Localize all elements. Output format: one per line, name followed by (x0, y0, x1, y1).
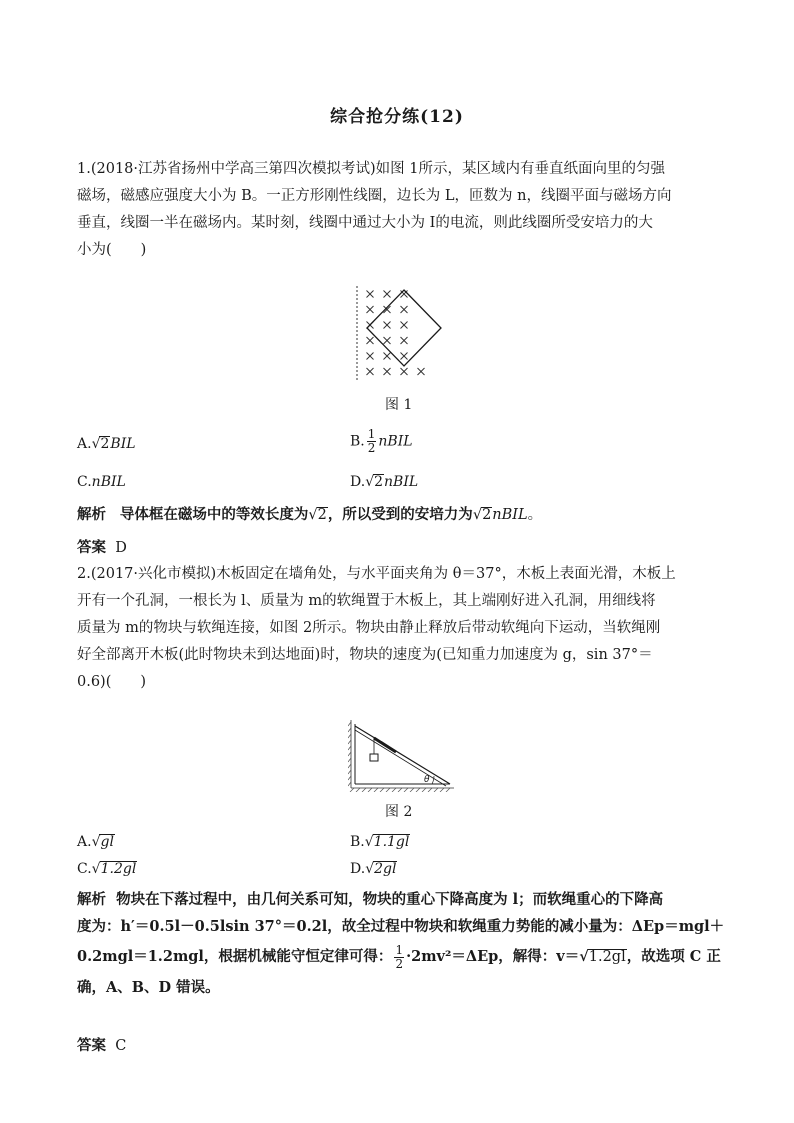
floor-hatch (404, 788, 408, 792)
floor-hatch (410, 788, 414, 792)
q2-option-c: C.√1.2gl (77, 861, 137, 877)
q1-option-d: D.√2nBIL (350, 474, 419, 490)
floor-hatch (368, 788, 372, 792)
floor-hatch (380, 788, 384, 792)
q2-analysis-line: 度为：h′＝0.5l－0.5lsin 37°＝0.2l，故全过程中物块和软绳重力势能的减小量为：ΔEp＝mgl＋ (77, 918, 725, 935)
floor-hatch (362, 788, 366, 792)
q2-line: 好全部离开木板(此时物块未到达地面)时，物块的速度为(已知重力加速度为 g，sin 37°＝ (77, 647, 653, 663)
wall-hatch (348, 758, 351, 762)
floor-hatch (416, 788, 420, 792)
wall-hatch (348, 752, 351, 756)
q2-line: 质量为 m的物块与软绳连接，如图 2所示。物块由静止释放后带动软绳向下运动，当软绳刚 (77, 620, 661, 636)
floor-hatch (446, 788, 450, 792)
q2-line: 2.(2017·兴化市模拟)木板固定在墙角处，与水平面夹角为 θ＝37°，木板上表面光滑，木板上 (77, 566, 676, 582)
wall-hatch (348, 764, 351, 768)
wall-hatch (348, 734, 351, 738)
wall-hatch (348, 722, 351, 726)
q1-answer: 答案 D (77, 539, 127, 556)
question-2-text (77, 561, 727, 696)
wall-hatch (348, 746, 351, 750)
q2-line: 0.6)( ) (77, 674, 147, 690)
wall-hatch (348, 782, 351, 786)
q1-option-a: A.√2BIL (77, 436, 136, 452)
figure-1-magnetic-field (350, 284, 450, 384)
floor-hatch (428, 788, 432, 792)
floor-hatch (434, 788, 438, 792)
floor-hatch (398, 788, 402, 792)
figure-2-caption: 图 2 (385, 804, 413, 820)
q2-option-a: A.√gl (77, 834, 114, 850)
q2-analysis-line: 解析 物块在下落过程中，由几何关系可知，物块的重心下降高度为 l；而软绳重心的下降高 (77, 891, 664, 908)
page-title: 综合抢分练(12) (330, 107, 464, 127)
question-1-text (77, 156, 727, 264)
floor-hatch (386, 788, 390, 792)
wall-hatch (348, 728, 351, 732)
floor-hatch (392, 788, 396, 792)
q2-answer: 答案 C (77, 1037, 127, 1054)
q2-analysis (77, 886, 727, 1001)
q1-analysis: 解析 导体框在磁场中的等效长度为√2，所以受到的安培力为√2nBIL。 (77, 506, 543, 523)
floor-hatch (440, 788, 444, 792)
wall-hatch (348, 770, 351, 774)
q2-option-b: B.√1.1gl (350, 834, 410, 850)
angle-theta-label: θ (424, 775, 430, 785)
wall-hatch (348, 740, 351, 744)
q2-analysis-line: 确，A、B、D 错误。 (77, 979, 220, 996)
q1-line: 垂直，线圈一半在磁场内。某时刻，线圈中通过大小为 I的电流，则此线圈所受安培力的大 (77, 215, 653, 231)
wall-hatch (348, 776, 351, 780)
q2-option-d: D.√2gl (350, 861, 397, 877)
q2-analysis-line: 0.2mgl＝1.2mgl，根据机械能守恒定律可得： $\frac{1}{2}$ ·2mv²＝ΔEp，解得：v＝√1.2gl，故选项 C 正 (77, 942, 721, 971)
q1-line: 磁场，磁感应强度大小为 B。一正方形刚性线圈，边长为 L，匝数为 n，线圈平面与磁场方向 (77, 188, 672, 204)
q2-line: 开有一个孔洞，一根长为 l、质量为 m的软绳置于木板上，其上端刚好进入孔洞，用细线将 (77, 593, 656, 609)
floor-hatch (350, 788, 354, 792)
q1-line: 1.(2018·江苏省扬州中学高三第四次模拟考试)如图 1所示，某区域内有垂直纸面向里的匀强 (77, 161, 665, 177)
figure-2-incline (348, 716, 458, 792)
floor-hatch (422, 788, 426, 792)
q1-option-b: B. $\frac{1}{2}$ nBIL (350, 427, 413, 455)
floor-hatch (374, 788, 378, 792)
floor-hatch (356, 788, 360, 792)
q1-line: 小为( ) (77, 242, 147, 258)
q1-option-c: C.nBIL (77, 474, 126, 490)
figure-1-caption: 图 1 (385, 397, 413, 413)
